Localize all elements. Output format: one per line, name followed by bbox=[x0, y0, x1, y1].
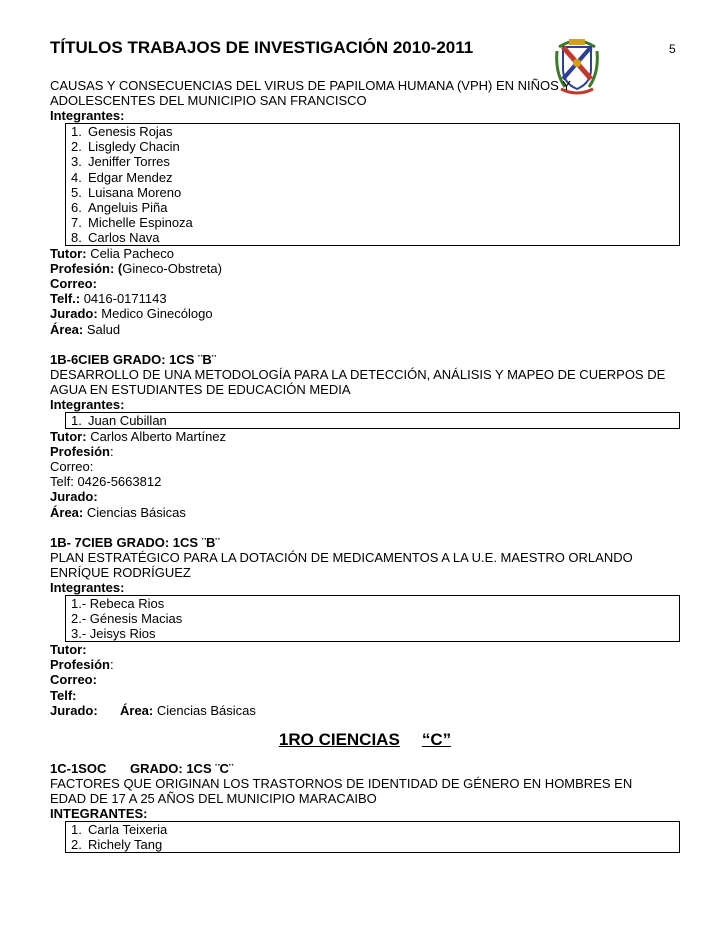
member-item: 2. Lisgledy Chacin bbox=[71, 139, 180, 155]
member-name: Michelle Espinoza bbox=[88, 214, 193, 230]
integrantes-label: INTEGRANTES: bbox=[50, 806, 148, 822]
member-item: 3.- Jeisys Rios bbox=[71, 626, 156, 642]
member-name: Lisgledy Chacin bbox=[88, 139, 180, 155]
member-item: 8. Carlos Nava bbox=[71, 229, 160, 245]
project-title-line: CAUSAS Y CONSECUENCIAS DEL VIRUS DE PAPILOMA HUMANA (VPH) EN NIÑOS Y bbox=[50, 78, 571, 93]
member-item: 7. Michelle Espinoza bbox=[71, 214, 193, 230]
project-2 bbox=[50, 352, 680, 520]
correo-row: Correo: bbox=[50, 672, 97, 688]
jurado-row: Jurado: bbox=[50, 489, 98, 505]
project-4 bbox=[50, 761, 680, 854]
members-box bbox=[65, 123, 680, 246]
profesion-row: Profesión: (Gineco-Obstreta) bbox=[50, 261, 222, 277]
project-title-line: PLAN ESTRATÉGICO PARA LA DOTACIÓN DE MEDICAMENTOS A LA U.E. MAESTRO ORLANDO bbox=[50, 549, 633, 565]
member-name: Carlos Nava bbox=[88, 229, 160, 245]
project-code: 1B-6CIEB GRADO: 1CS ¨B¨ bbox=[50, 351, 217, 367]
member-item: 4. Edgar Mendez bbox=[71, 169, 173, 185]
telf-row: Telf: 0426-5663812 bbox=[50, 474, 162, 490]
area-row: Área: Ciencias Básicas bbox=[50, 504, 186, 520]
members-box bbox=[65, 821, 680, 853]
member-name: Genesis Rojas bbox=[88, 124, 173, 140]
member-name: Carla Teixeria bbox=[88, 822, 168, 838]
project-title-line: FACTORES QUE ORIGINAN LOS TRASTORNOS DE IDENTIDAD DE GÉNERO EN HOMBRES EN bbox=[50, 775, 633, 791]
document-body bbox=[50, 78, 680, 853]
member-item: 6. Angeluis Piña bbox=[71, 199, 168, 215]
tutor-row: Tutor: bbox=[50, 642, 87, 658]
project-title-line: ENRÍQUE RODRÍGUEZ bbox=[50, 564, 191, 580]
project-1 bbox=[50, 78, 680, 337]
member-item: 5. Luisana Moreno bbox=[71, 184, 182, 200]
project-code: 1B- 7CIEB GRADO: 1CS ¨B¨ bbox=[50, 534, 220, 550]
member-item: 1. Juan Cubillan bbox=[71, 412, 167, 428]
member-name: Jeniffer Torres bbox=[88, 154, 170, 170]
members-box bbox=[65, 595, 680, 642]
member-item: 1.- Rebeca Rios bbox=[71, 596, 165, 611]
member-item: 2. Richely Tang bbox=[71, 837, 163, 853]
project-title-line: DESARROLLO DE UNA METODOLOGÍA PARA LA DETECCIÓN, ANÁLISIS Y MAPEO DE CUERPOS DE bbox=[50, 366, 666, 382]
tutor-row: Tutor: Celia Pacheco bbox=[50, 246, 175, 262]
profesion-row: Profesión: bbox=[50, 444, 114, 460]
project-3 bbox=[50, 535, 680, 718]
section-heading: 1RO CIENCIAS “C” bbox=[278, 729, 452, 749]
area-row: Área: Salud bbox=[50, 321, 121, 337]
member-name: Richely Tang bbox=[88, 837, 163, 853]
project-title-line: ADOLESCENTES DEL MUNICIPIO SAN FRANCISCO bbox=[50, 93, 367, 109]
jurado-row: Jurado: Medico Ginecólogo bbox=[50, 306, 213, 322]
members-box bbox=[65, 412, 680, 429]
member-name: Edgar Mendez bbox=[88, 169, 173, 185]
integrantes-label: Integrantes: bbox=[50, 579, 125, 595]
integrantes-label: Integrantes: bbox=[50, 108, 125, 124]
member-item: 1. Genesis Rojas bbox=[71, 124, 173, 140]
tutor-row: Tutor: Carlos Alberto Martínez bbox=[50, 429, 227, 445]
member-item: 2.- Génesis Macias bbox=[71, 611, 183, 627]
telf-row: Telf.: 0416-0171143 bbox=[50, 291, 167, 307]
member-name: Juan Cubillan bbox=[88, 412, 167, 428]
project-title-line: EDAD DE 17 A 25 AÑOS DEL MUNICIPIO MARACAIBO bbox=[50, 791, 377, 807]
member-name: Angeluis Piña bbox=[88, 199, 168, 215]
project-title-line: AGUA EN ESTUDIANTES DE EDUCACIÓN MEDIA bbox=[50, 381, 351, 397]
integrantes-label: Integrantes: bbox=[50, 396, 125, 412]
project-code: 1C-1SOC GRADO: 1CS ¨C¨ bbox=[50, 760, 234, 776]
member-name: Luisana Moreno bbox=[88, 184, 182, 200]
telf-row: Telf: bbox=[50, 687, 77, 703]
page-number: 5 bbox=[669, 42, 676, 56]
member-item: 1. Carla Teixeria bbox=[71, 822, 168, 838]
correo-row: Correo: bbox=[50, 276, 97, 292]
jurado-area-row: Jurado: Área: Ciencias Básicas bbox=[50, 702, 256, 718]
profesion-row: Profesión: bbox=[50, 657, 114, 673]
correo-row: Correo: bbox=[50, 459, 94, 475]
document-title: TÍTULOS TRABAJOS DE INVESTIGACIÓN 2010-2011 bbox=[50, 38, 474, 57]
member-item: 3. Jeniffer Torres bbox=[71, 154, 170, 170]
